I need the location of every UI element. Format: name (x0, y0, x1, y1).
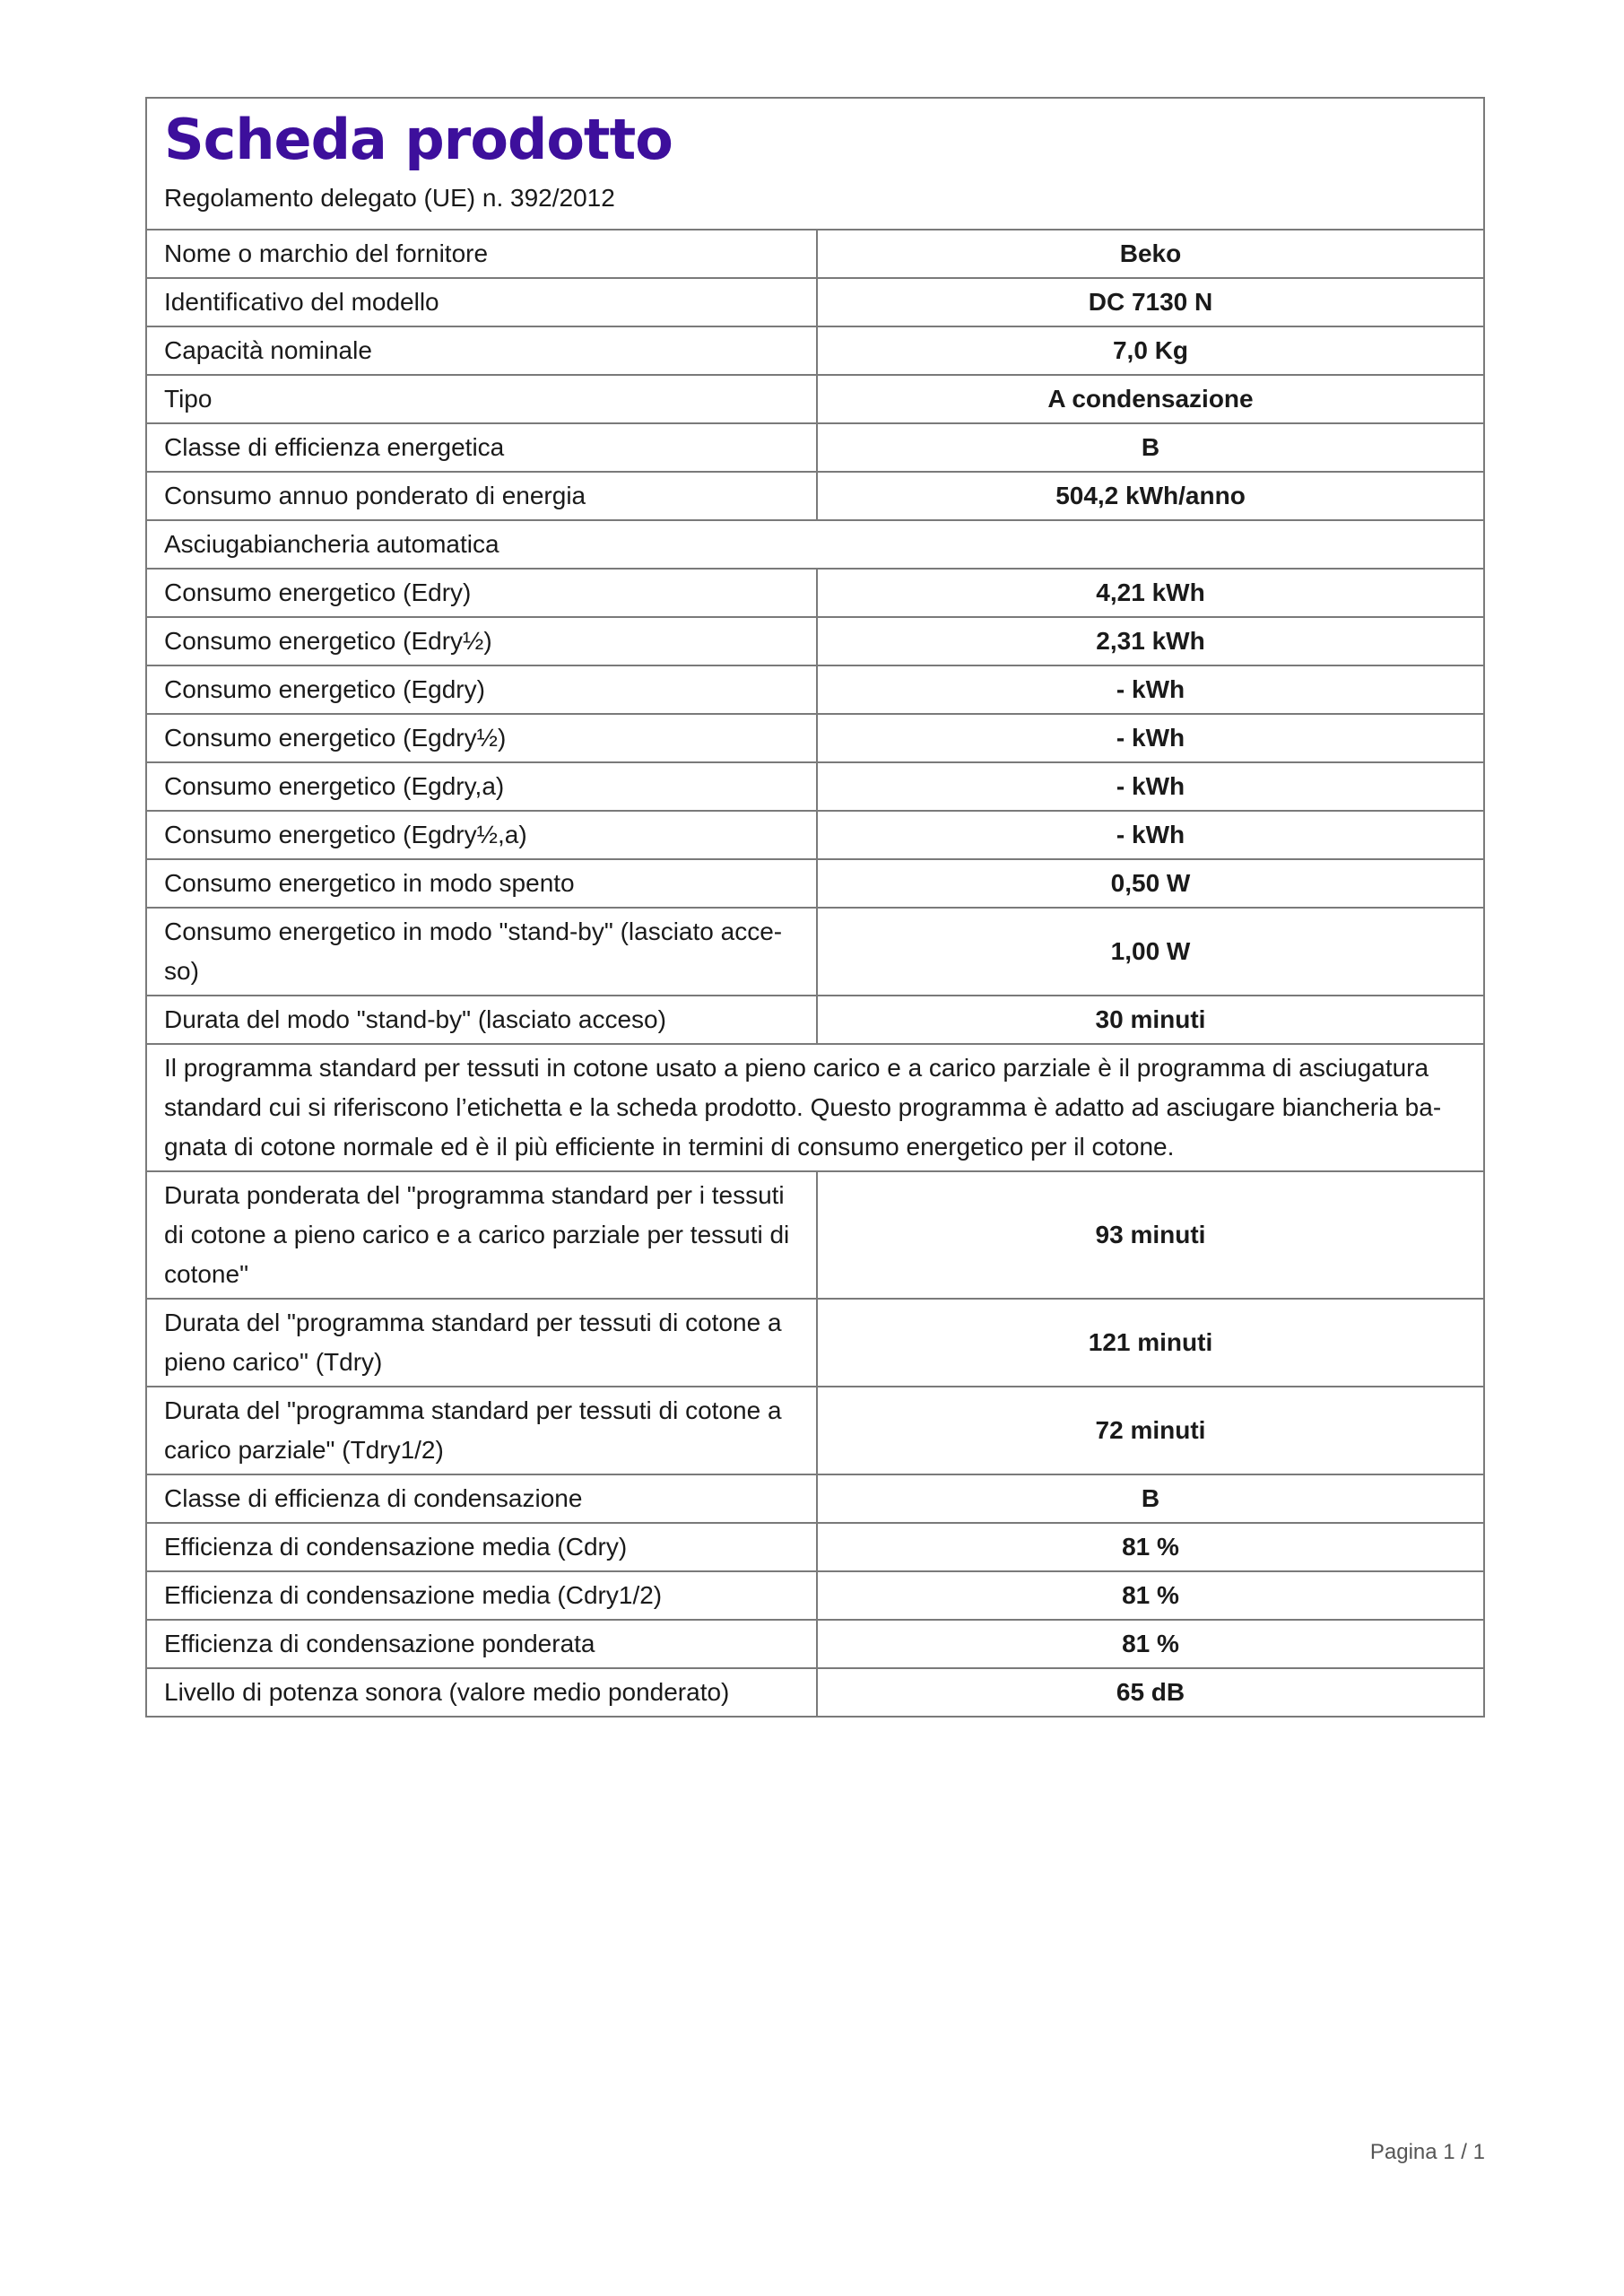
row-value: - kWh (817, 811, 1483, 859)
row-label: Consumo energetico in modo spento (147, 859, 817, 908)
page-number: Pagina 1 / 1 (1369, 2140, 1485, 2164)
table-row (147, 472, 1483, 520)
table-row (147, 714, 1483, 762)
row-label: Consumo energetico (Egdry) (147, 665, 817, 714)
table-row (147, 996, 1483, 1044)
row-value: 81 % (817, 1523, 1483, 1571)
section-row (147, 520, 1483, 569)
row-label: Efficienza di condensazione media (Cdry) (147, 1523, 817, 1571)
row-label: Durata del "programma standard per tessuti di cotone a carico parziale" (Tdry1/2) (147, 1387, 817, 1474)
table-row (147, 811, 1483, 859)
table-row (147, 665, 1483, 714)
section-text: Il programma standard per tessuti in cotone usato a pieno carico e a carico parziale è il programma di asciugatura standard cui si riferiscono l’etichetta e la scheda prodotto. Questo programma è adatto ad asciugare biancheria ba-gnata di cotone normale ed è il più efficiente in termini di consumo energetico per il cotone. (147, 1044, 1483, 1171)
section-row (147, 1044, 1483, 1171)
table-row (147, 617, 1483, 665)
row-label: Consumo energetico in modo "stand-by" (lasciato acce-so) (147, 908, 817, 996)
row-label: Nome o marchio del fornitore (147, 230, 817, 278)
row-label: Durata del modo "stand-by" (lasciato acceso) (147, 996, 817, 1044)
table-row (147, 230, 1483, 278)
row-label: Identificativo del modello (147, 278, 817, 326)
row-label: Capacità nominale (147, 326, 817, 375)
row-value: 81 % (817, 1620, 1483, 1668)
regulation-reference: Regolamento delegato (UE) n. 392/2012 (164, 183, 615, 212)
row-label: Efficienza di condensazione ponderata (147, 1620, 817, 1668)
page-title: Scheda prodotto (164, 107, 673, 172)
row-label: Classe di efficienza energetica (147, 423, 817, 472)
row-value: 1,00 W (817, 908, 1483, 996)
row-label: Efficienza di condensazione media (Cdry1/2) (147, 1571, 817, 1620)
product-table-body (147, 230, 1483, 1716)
table-row (147, 908, 1483, 996)
section-text: Asciugabiancheria automatica (147, 520, 1483, 569)
row-value: 4,21 kWh (817, 569, 1483, 617)
row-value: Beko (1119, 239, 1182, 267)
row-value: 504,2 kWh/anno (817, 472, 1483, 520)
table-row (147, 762, 1483, 811)
row-value: 72 minuti (817, 1387, 1483, 1474)
table-row (147, 859, 1483, 908)
row-value: A condensazione (817, 375, 1483, 423)
product-sheet (145, 97, 1485, 1718)
table-row (147, 375, 1483, 423)
sheet-header (147, 99, 1483, 230)
row-value: 0,50 W (817, 859, 1483, 908)
row-value: - kWh (817, 665, 1483, 714)
row-value: 7,0 Kg (817, 326, 1483, 375)
table-row (147, 1571, 1483, 1620)
row-label: Classe di efficienza di condensazione (147, 1474, 817, 1523)
row-value: B (817, 423, 1483, 472)
product-table (147, 230, 1483, 1716)
row-value: 93 minuti (817, 1171, 1483, 1299)
table-row (147, 1523, 1483, 1571)
row-value: 65 dB (817, 1668, 1483, 1716)
row-value: DC 7130 N (817, 278, 1483, 326)
table-row (147, 423, 1483, 472)
row-label: Livello di potenza sonora (valore medio ponderato) (147, 1668, 817, 1716)
row-label: Consumo energetico (Egdry½,a) (147, 811, 817, 859)
row-value: 81 % (817, 1571, 1483, 1620)
table-row (147, 278, 1483, 326)
row-value: - kWh (817, 714, 1483, 762)
table-row (147, 1474, 1483, 1523)
row-label: Consumo energetico (Egdry,a) (147, 762, 817, 811)
table-row (147, 1171, 1483, 1299)
row-value: 121 minuti (817, 1299, 1483, 1387)
table-row (147, 1387, 1483, 1474)
row-label: Consumo energetico (Edry) (147, 569, 817, 617)
table-row (147, 1299, 1483, 1387)
table-row (147, 569, 1483, 617)
table-row (147, 1620, 1483, 1668)
row-label: Consumo energetico (Edry½) (147, 617, 817, 665)
row-value: 30 minuti (817, 996, 1483, 1044)
row-label: Consumo annuo ponderato di energia (147, 472, 817, 520)
row-value: - kWh (817, 762, 1483, 811)
row-label: Tipo (147, 375, 817, 423)
table-row (147, 1668, 1483, 1716)
row-value: B (817, 1474, 1483, 1523)
row-label: Consumo energetico (Egdry½) (147, 714, 817, 762)
table-row (147, 326, 1483, 375)
row-value: 2,31 kWh (817, 617, 1483, 665)
row-label: Durata del "programma standard per tessuti di cotone a pieno carico" (Tdry) (147, 1299, 817, 1387)
row-label: Durata ponderata del "programma standard per i tessuti di cotone a pieno carico e a carico parziale per tessuti di cotone" (147, 1171, 817, 1299)
